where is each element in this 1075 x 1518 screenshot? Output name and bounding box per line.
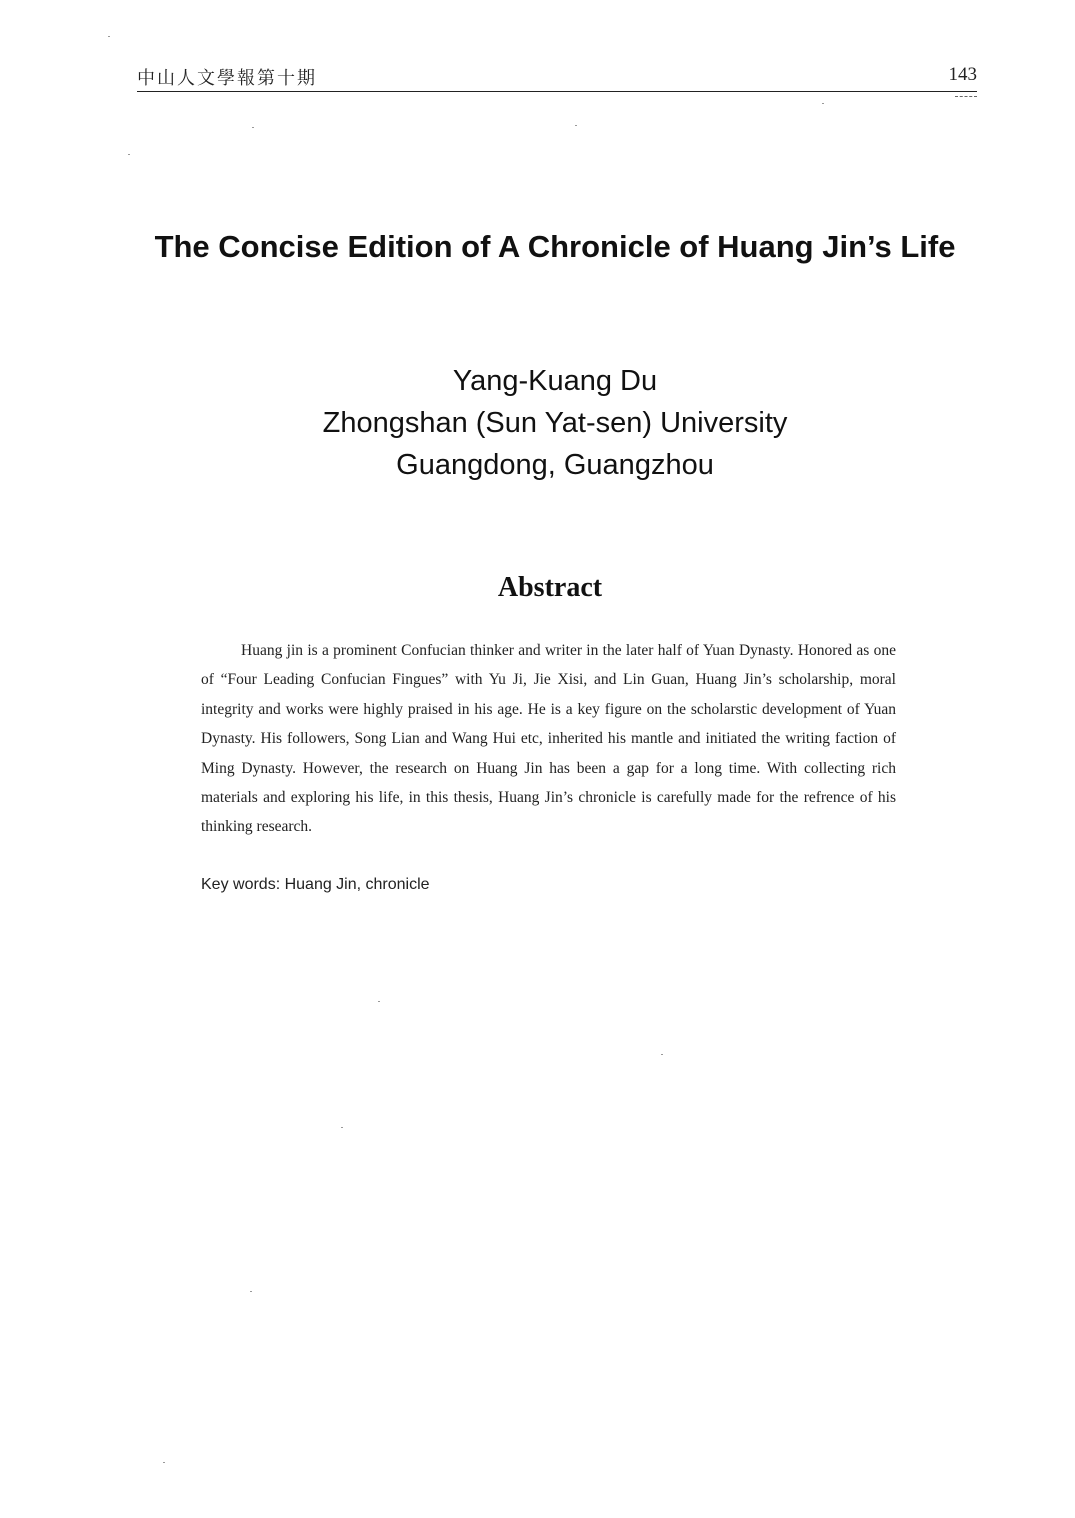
author-name: Yang-Kuang Du (452, 365, 658, 397)
header-bar (137, 60, 977, 92)
header-rule (137, 91, 977, 92)
scan-speck (108, 36, 110, 37)
keywords: Key words: Huang Jin, chronicle (201, 876, 430, 893)
header-rule-dash (955, 96, 977, 97)
scan-speck (341, 1127, 343, 1128)
author-location: Guangdong, Guangzhou (396, 449, 714, 481)
paper-title: The Concise Edition of A Chronicle of Huang Jin’s Life (154, 229, 956, 264)
scan-speck (661, 1054, 663, 1055)
scan-speck (128, 154, 130, 155)
scan-speck (163, 1462, 165, 1463)
scan-speck (822, 103, 824, 104)
page-number: 143 (948, 64, 977, 85)
journal-name: 中山人文學報第十期 (137, 68, 317, 89)
scan-speck (575, 125, 577, 126)
author-block (140, 360, 970, 486)
author-affiliation: Zhongshan (Sun Yat-sen) University (322, 407, 788, 439)
scan-speck (250, 1291, 252, 1292)
scan-speck (252, 127, 254, 128)
abstract-body: Huang jin is a prominent Confucian thinker and writer in the later half of Yuan Dynasty. Honored as one of “Four Leading Confucian Fingues” with Yu Ji, Jie Xisi, and Lin Guan, Huang Jin’s scholarship, moral integrity and works were highly praised in his age. He is a key figure on the scholarstic development of Yuan Dynasty. His followers, Song Lian and Wang Hui etc, inherited his mantle and initiated the writing faction of Ming Dynasty. However, the research on Huang Jin has been a gap for a long time. With collecting rich materials and exploring his life, in this thesis, Huang Jin’s chronicle is carefully made for the refrence of his thinking research. (201, 642, 896, 836)
scan-speck (378, 1001, 380, 1002)
abstract-heading: Abstract (497, 572, 603, 603)
